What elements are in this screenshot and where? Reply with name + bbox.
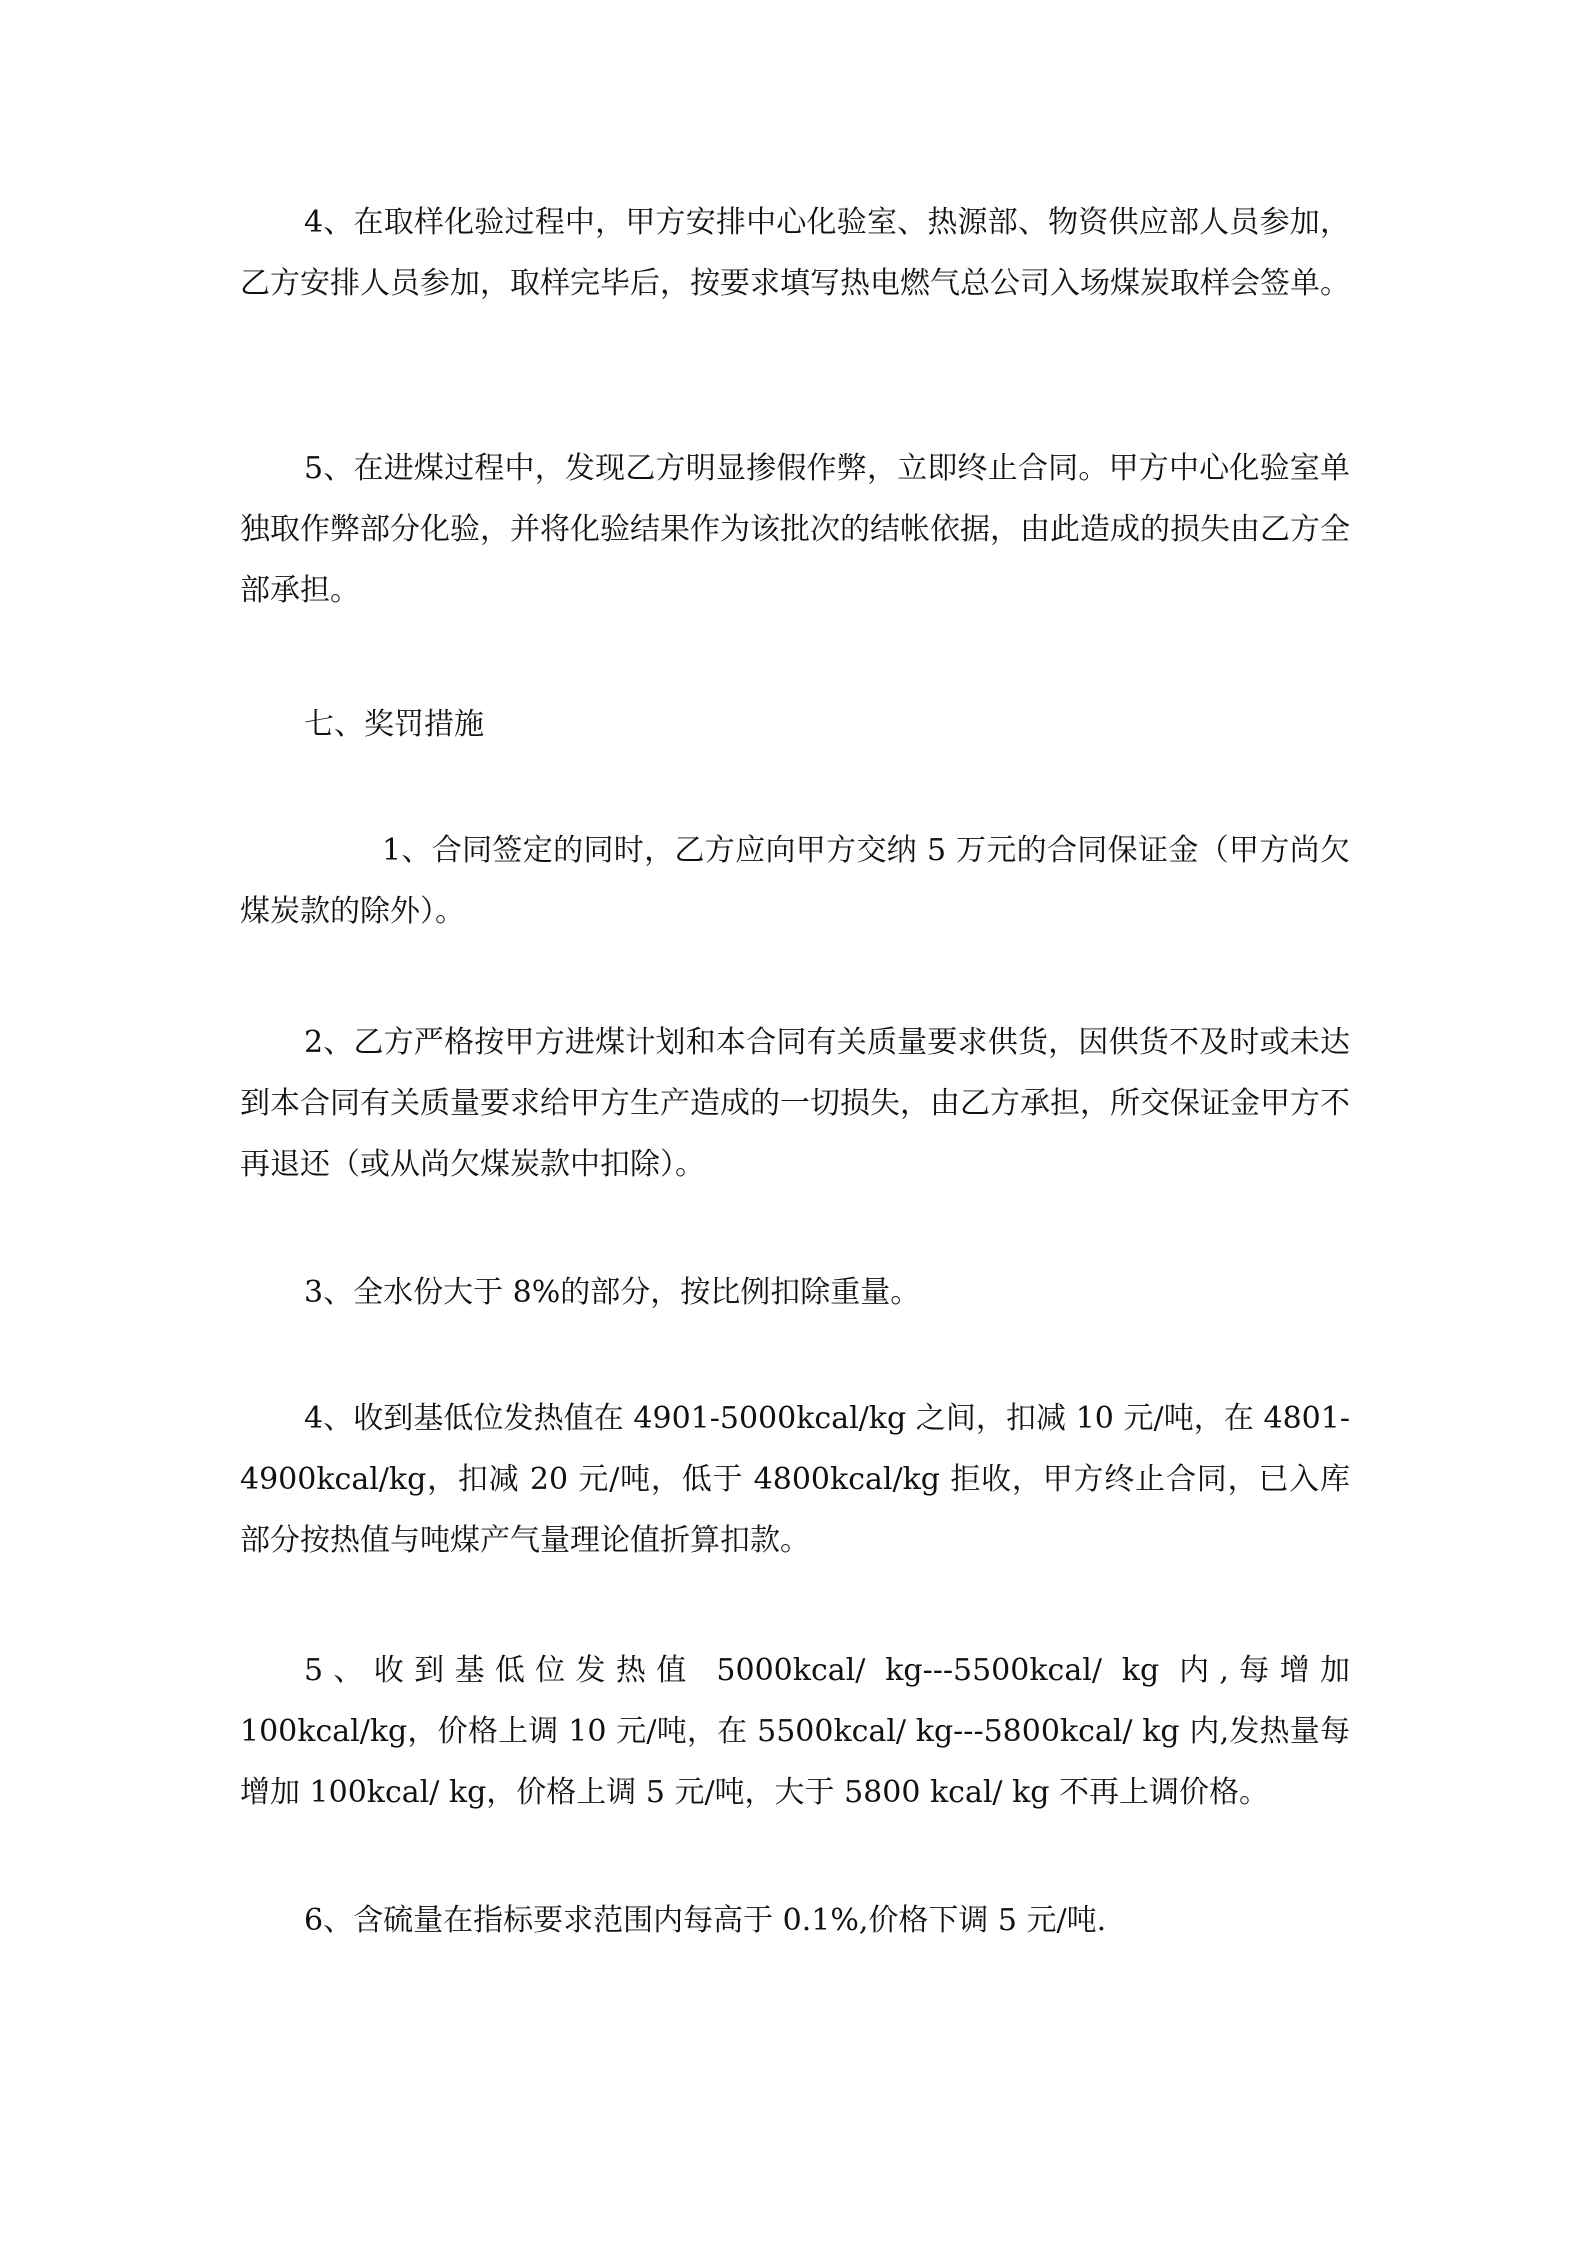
paragraph-deposit: 1、合同签定的同时，乙方应向甲方交纳 5 万元的合同保证金（甲方尚欠煤炭款的除外）。 — [240, 833, 1350, 929]
paragraph-heat-value-deduction: 4、收到基低位发热值在 4901-5000kcal/kg 之间，扣减 10 元/吨，在 4801-4900kcal/kg，扣减 20 元/吨，低于 4800kcal/kg 拒收，甲方终止合同，已入库部分按热值与吨煤产气量理论值折算扣款。 — [240, 1401, 1350, 1558]
paragraph-heat-value-bonus: 5、收到基低位发热值 5000kcal/ kg---5500kcal/ kg 内,每增加 100kcal/kg，价格上调 10 元/吨，在 5500kcal/ kg---5800kcal/ kg 内,发热量每增加 100kcal/ kg，价格上调 5 元/吨，大于 5800 kcal/ kg 不再上调价格。 — [240, 1653, 1350, 1810]
paragraph-fraud-termination: 5、在进煤过程中，发现乙方明显掺假作弊，立即终止合同。甲方中心化验室单独取作弊部分化验，并将化验结果作为该批次的结帐依据，由此造成的损失由乙方全部承担。 — [240, 451, 1350, 608]
paragraph-supply-losses: 2、乙方严格按甲方进煤计划和本合同有关质量要求供货，因供货不及时或未达到本合同有关质量要求给甲方生产造成的一切损失，由乙方承担，所交保证金甲方不再退还（或从尚欠煤炭款中扣除）。 — [240, 1025, 1350, 1182]
section-heading-rewards-penalties: 七、奖罚措施 — [304, 707, 484, 742]
paragraph-sulfur: 6、含硫量在指标要求范围内每高于 0.1%,价格下调 5 元/吨. — [304, 1903, 1107, 1938]
paragraph-moisture: 3、全水份大于 8%的部分，按比例扣除重量。 — [304, 1275, 921, 1310]
paragraph-sampling-personnel: 4、在取样化验过程中，甲方安排中心化验室、热源部、物资供应部人员参加，乙方安排人员参加，取样完毕后，按要求填写热电燃气总公司入场煤炭取样会签单。 — [240, 205, 1350, 301]
